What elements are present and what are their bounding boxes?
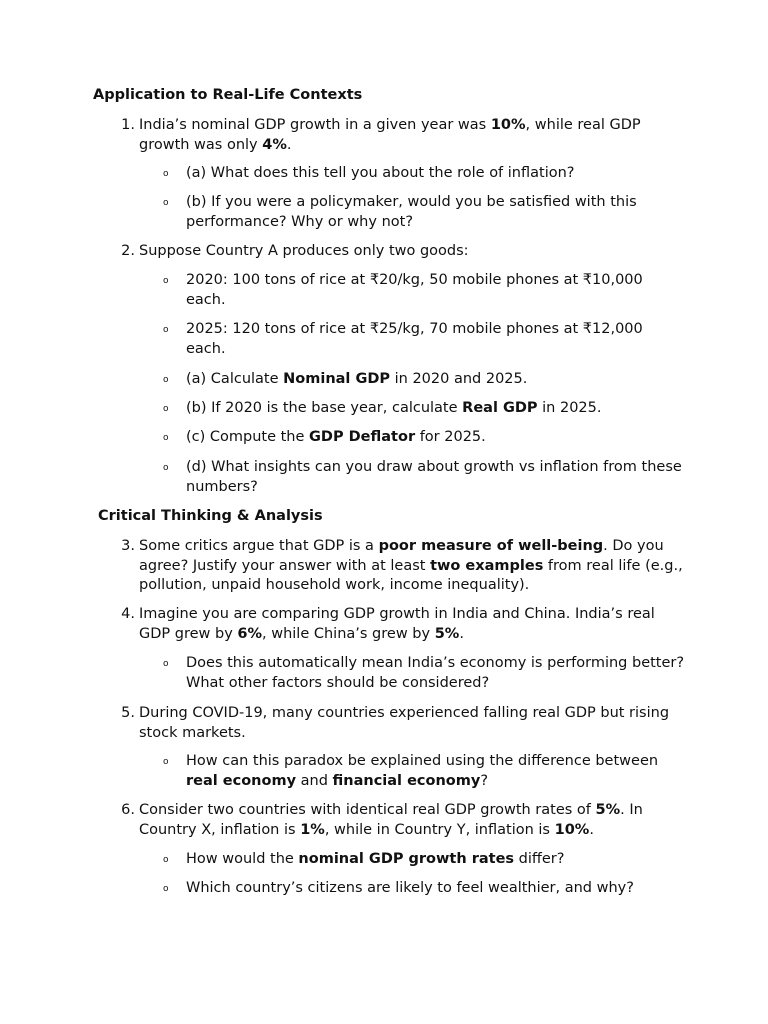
list-item: o (b) If you were a policymaker, would you be satisfied with this performance? Why or why not? [163, 194, 637, 230]
circle-bullet-icon: o [163, 884, 169, 894]
list-item: o (c) Compute the GDP Deflator for 2025. [186, 428, 686, 448]
list-item: o (a) Calculate Nominal GDP in 2020 and 2025. [186, 370, 686, 390]
question-text: India’s nominal GDP growth in a given year was 10%, while real GDP growth was only 4%. [139, 117, 641, 153]
list-item: o Does this automatically mean India’s economy is performing better? What other factors should be considered? [163, 655, 685, 691]
question-number: 3. [121, 538, 135, 554]
question-text: Imagine you are comparing GDP growth in India and China. India’s real GDP grew by 6%, while China’s grew by 5%. [139, 606, 655, 642]
circle-bullet-icon: o [163, 169, 169, 179]
list-item: o Which country’s citizens are likely to feel wealthier, and why? [186, 879, 686, 899]
list-item: o (d) What insights can you draw about growth vs inflation from these numbers? [163, 459, 682, 495]
list-item: o 2020: 100 tons of rice at ₹20/kg, 50 mobile phones at ₹10,000 each. [163, 272, 643, 308]
list-item: o (b) If 2020 is the base year, calculate Real GDP in 2025. [186, 399, 686, 419]
list-item: o How would the nominal GDP growth rates differ? [186, 850, 686, 870]
question-text: Some critics argue that GDP is a poor measure of well-being. Do you agree? Justify your answer with at least two examples from real life (e.g., pollution, unpaid household work, income inequality). [139, 538, 683, 593]
circle-bullet-icon: o [163, 659, 169, 669]
circle-bullet-icon: o [163, 757, 169, 767]
question-number: 1. [121, 117, 135, 133]
list-item: o 2025: 120 tons of rice at ₹25/kg, 70 mobile phones at ₹12,000 each. [163, 321, 643, 357]
question-number: 4. [121, 606, 135, 622]
circle-bullet-icon: o [163, 855, 169, 865]
question-text: During COVID-19, many countries experienced falling real GDP but rising stock markets. [139, 705, 670, 741]
question-number: 5. [121, 705, 135, 721]
circle-bullet-icon: o [163, 276, 169, 286]
list-item: o (a) What does this tell you about the role of inflation? [186, 164, 686, 184]
question-text: Suppose Country A produces only two goods: [139, 243, 469, 259]
circle-bullet-icon: o [163, 433, 169, 443]
question-number: 2. [121, 243, 135, 259]
circle-bullet-icon: o [163, 198, 169, 208]
circle-bullet-icon: o [163, 325, 169, 335]
question-text: Consider two countries with identical real GDP growth rates of 5%. In Country X, inflation is 1%, while in Country Y, inflation is 10%. [139, 802, 643, 838]
list-item: o How can this paradox be explained using the difference between real economy and financial economy? [163, 753, 659, 789]
section-heading-critical-thinking: Critical Thinking & Analysis [98, 508, 323, 524]
circle-bullet-icon: o [163, 404, 169, 414]
circle-bullet-icon: o [163, 375, 169, 385]
circle-bullet-icon: o [163, 463, 169, 473]
question-number: 6. [121, 802, 135, 818]
section-heading-application: Application to Real-Life Contexts [93, 87, 363, 103]
